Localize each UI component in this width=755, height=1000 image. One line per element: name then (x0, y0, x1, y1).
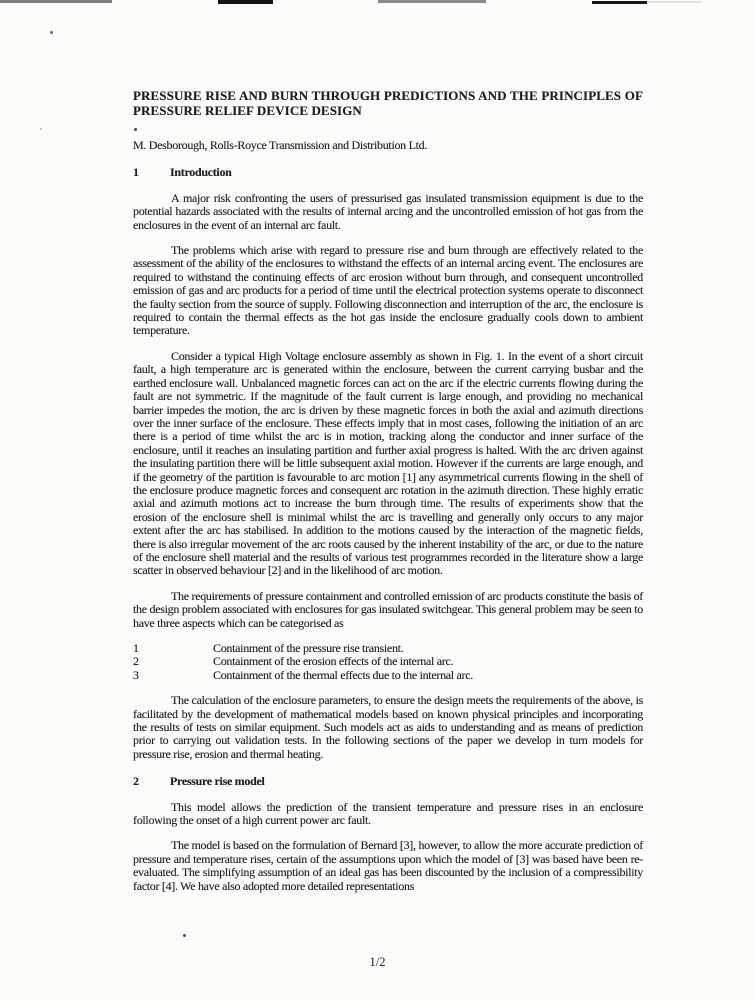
paper-title (133, 88, 643, 118)
scan-speck (40, 128, 42, 130)
list-item-text: Containment of the erosion effects of the internal arc. (213, 654, 454, 669)
paragraph-enclosure-assembly: Consider a typical High Voltage enclosure assembly as shown in Fig. 1. In the event of a short circuit fault, a high temperature arc is generated within the enclosure, between the current carrying busbar and the earthed enclosure wall. Unbalanced magnetic forces can act on the arc if the electric currents flowing during the fault are not symmetric. If the magnitude of the fault current is large enough, and providing no mechanical barrier impedes the motion, the arc is driven by these magnetic forces in both the axial and azimuth directions over the inner surface of the enclosure. These effects imply that in most cases, following the initiation of an arc there is a period of time whilst the arc is in motion, tracking along the conductor and inner surface of the enclosure, until it reaches an insulating partition and further axial progress is halted. With the arc driven against the insulating partition there will be little subsequent axial motion. However if the currents are large enough, and if the geometry of the partition is favourable to arc motion [1] any asymmetrical currents flowing in the shell of the enclosure produce magnetic forces and consequent arc rotation in the azimuth direction. These highly erratic axial and azimuth motions act to increase the burn through time. The results of experiments show that the erosion of the enclosure shell is minimal whilst the arc is travelling and generally only occurs to any major extent after the arc has stabilised. In addition to the motions caused by the interaction of the magnetic fields, there is also irregular movement of the arc roots caused by the inherent instability of the arc, or due to the nature of the enclosure shell material and the results of various test programmes recorded in the literature show a large scatter in observed behaviour [2] and in the likelihood of arc motion. (133, 348, 643, 578)
scan-edge-artifact (0, 0, 112, 3)
document-content (133, 88, 643, 893)
list-item (133, 669, 643, 682)
list-item (133, 642, 643, 655)
page-number: 1/2 (369, 955, 386, 969)
list-item-number: 2 (133, 654, 139, 669)
paragraph-major-risk: A major risk confronting the users of pressurised gas insulated transmission equipment is due to the potential hazards associated with the results of internal arcing and the uncontrolled emission of hot gas from the enclosures in the event of an internal arc fault. (133, 190, 643, 232)
list-item-text: Containment of the pressure rise transient. (213, 641, 404, 655)
paper-title-line1: PRESSURE RISE AND BURN THROUGH PREDICTIONS AND THE PRINCIPLES OF (133, 88, 643, 103)
list-item (133, 655, 643, 668)
paragraph-requirements: The requirements of pressure containment and controlled emission of arc products constitute the basis of the design problem associated with enclosures for gas insulated switchgear. This general problem may be seen to have three aspects which can be categorised as (133, 588, 643, 630)
scan-speck (183, 934, 186, 937)
list-item-number: 1 (133, 641, 139, 655)
paragraph-problems: The problems which arise with regard to pressure rise and burn through are effectively related to the assessment of the ability of the enclosures to withstand the effects of an internal arcing event. The enclosures are required to withstand the continuing effects of arc erosion without burn through, and consequent uncontrolled emission of gas and arc products for a period of time until the electrical protection systems operate to disconnect the faulty section from the source of supply. Following disconnection and interruption of the arc, the enclosure is required to contain the thermal effects as the hot gas inside the enclosure gradually cools down to ambient temperature. (133, 243, 643, 338)
list-item-number: 3 (133, 667, 139, 682)
list-item-text: Containment of the thermal effects due to the internal arc. (213, 667, 473, 682)
paragraph-model-prediction: This model allows the prediction of the transient temperature and pressure rises in an enclosure following the onset of a high current power arc fault. (133, 799, 643, 828)
section-title: Introduction (170, 165, 232, 180)
section-title: Pressure rise model (170, 774, 265, 789)
scan-edge-artifact (378, 0, 486, 3)
paragraph-bernard-formulation: The model is based on the formulation of Bernard [3], however, to allow the more accurate prediction of pressure and temperature rises, certain of the assumptions upon which the model of [3] was based have been re-evaluated. The simplifying assumption of an ideal gas has been discounted by the inclusion of a compressibility factor [4]. We have also adopted more detailed representations (133, 838, 643, 893)
scan-edge-artifact (647, 1, 702, 3)
paper-title-line2: PRESSURE RELIEF DEVICE DESIGN (133, 103, 362, 118)
scan-edge-artifact (218, 0, 273, 4)
aspects-list (133, 642, 643, 682)
section-number: 2 (133, 774, 139, 789)
section-heading-pressure-rise-model (133, 775, 643, 788)
paragraph-calculation: The calculation of the enclosure parameters, to ensure the design meets the requirements of the above, is facilitated by the development of mathematical models based on known physical principles and incorporating the results of tests on similar equipment. Such models act as aids to understanding and as means of prediction prior to carrying out validation tests. In the following sections of the paper we develop in turn models for pressure rise, erosion and thermal heating. (133, 693, 643, 761)
author-line: M. Desborough, Rolls-Royce Transmission and Distribution Ltd. (133, 138, 428, 152)
section-number: 1 (133, 165, 139, 180)
section-heading-introduction (133, 166, 643, 179)
scan-speck (50, 31, 53, 34)
scan-edge-artifact (592, 1, 647, 4)
